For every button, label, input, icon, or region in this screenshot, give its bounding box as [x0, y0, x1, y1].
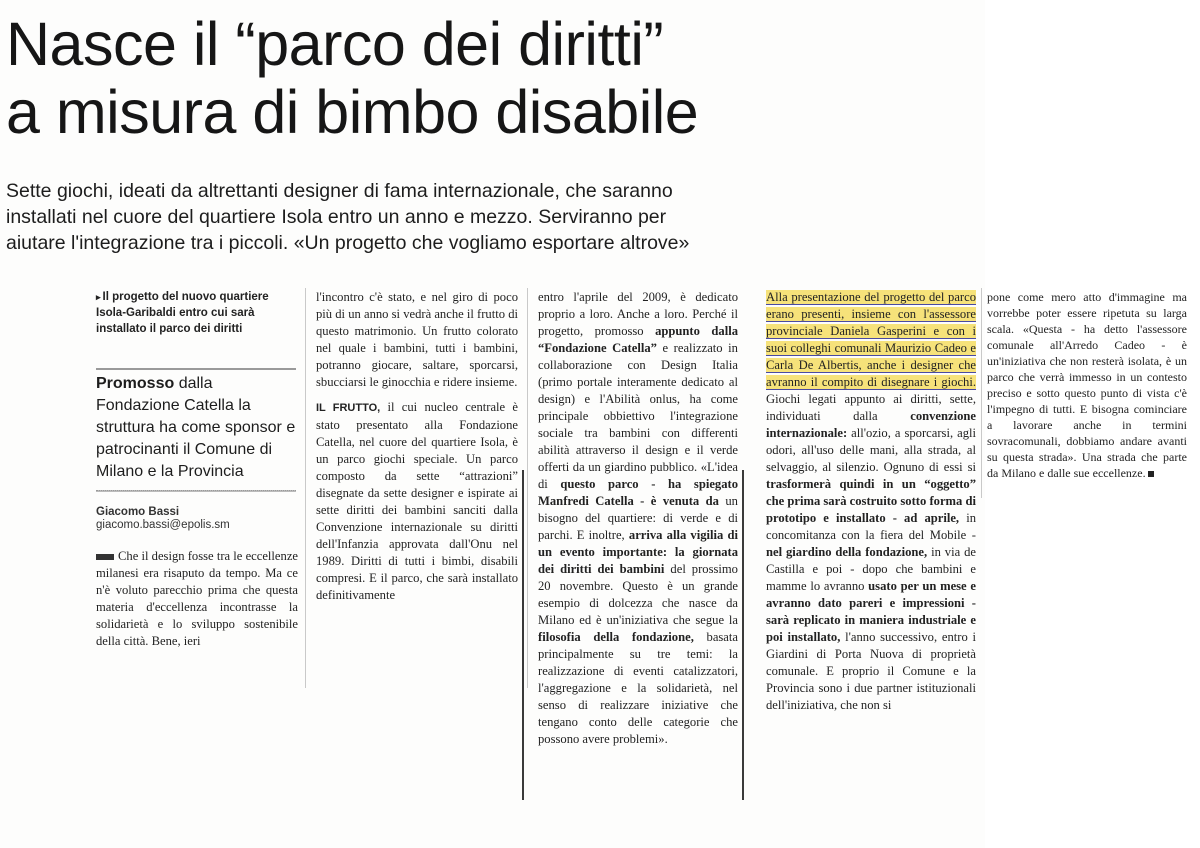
column-4-text-b: Giochi legati appunto ai diritti, sette, individuati dalla: [766, 392, 976, 423]
article-column-5: [987, 289, 1187, 481]
column-3-text-g: del prossimo 20 novembre. Questo è un grande esempio di dolcezza che nasce da Milano ed è un'iniziativa che segue la: [538, 562, 738, 627]
article-column-3: [538, 289, 738, 748]
column-3-text-f: arriva alla vigilia di un evento importante: la giornata dei diritti dei bambini: [538, 528, 738, 576]
pull-quote: [96, 373, 296, 483]
column-3-text-d: questo parco - ha spiegato Manfredi Catella - è venuta da: [538, 477, 738, 508]
article-column-1: [96, 548, 298, 650]
photo-caption-text: Il progetto del nuovo quartiere Isola-Garibaldi entro cui sarà installato il parco dei diritti: [96, 291, 269, 335]
headline: [6, 10, 906, 146]
byline-author: Giacomo Bassi: [96, 506, 180, 518]
column-4-text-h: in via de Castilla e poi - dopo che bambini e mamme lo avranno: [766, 545, 977, 593]
column-4-text-d: all'ozio, a sporcarsi, agli odori, all'uso delle mani, alla strada, al selvaggio, al silenzio. Ognuno di essi si: [766, 426, 976, 474]
subtitle: [6, 178, 836, 256]
article-column-2: [316, 289, 518, 604]
column-2-paragraph-1: l'incontro c'è stato, e nel giro di poco più di un anno si vedrà anche il frutto di questo matrimonio. Un frutto colorato nel quale i bambini, tutti i bambini, potranno giocare, saltare, sporcarsi, sbucciarsi le ginocchia e ridere insieme.: [316, 290, 518, 389]
section-start-mark: [96, 554, 114, 560]
column-4-text-g: nel giardino della fondazione,: [766, 545, 928, 559]
column-3-text-h: filosofia della fondazione,: [538, 630, 694, 644]
headline-line-1: Nasce il “parco dei diritti”: [6, 10, 664, 78]
column-5-text: pone come mero atto d'immagine ma vorrebbe poter essere ripetuta su larga scala. «Questa - ha detto l'assessore comunale all'Arredo Cadeo - è un'iniziativa che non resterà isolata, è un parco che verrà immesso in un contesto preciso e sotto questo punto di vista c'è l'impegno di tutti. E bisogna cominciare a lavorare anche in termini sovracomunali, dobbiamo andare avanti su questa strada». Una strada che parte da Milano e dalle sue eccellenze.: [987, 290, 1187, 480]
pull-quote-text: dalla Fondazione Catella la struttura ha come sponsor e patrocinanti il Comune di Milano e la Provincia: [96, 375, 296, 480]
column-4-text-e: trasformerà quindi in un “oggetto” che prima sarà costruito sotto forma di prototipo e installato - ad aprile,: [766, 477, 976, 525]
column-3-text-i: basata principalmente su tre temi: la realizzazione di eventi catalizzatori, l'aggregazione e la solidarietà, nel senso di realizzare iniziative che tengano conto delle categorie che possono avere problemi».: [538, 630, 738, 746]
column-divider-dark: [522, 470, 524, 800]
highlighted-passage: Alla presentazione del progetto del parco erano presenti, insieme con l'assessore provinciale Daniela Gasperini e con i suoi colleghi comunali Maurizio Cadeo e Carla De Albertis, anche i designer che avranno il compito di disegnare i giochi.: [766, 290, 976, 389]
column-2-lead-in: IL FRUTTO,: [316, 402, 381, 414]
column-3-text-e: un bisogno del quartiere: di verde e di parchi. E inoltre,: [538, 494, 738, 542]
column-divider: [527, 288, 528, 688]
column-divider: [981, 288, 982, 498]
photo-caption: [96, 289, 276, 337]
callout-top-rule: [96, 368, 296, 370]
subtitle-line-3: aiutare l'integrazione tra i piccoli. «Un progetto che vogliamo esportare altrove»: [6, 232, 690, 254]
column-4-text-f: in concomitanza con la fiera del Mobile -: [766, 511, 976, 542]
column-4-text-c: convenzione internazionale:: [766, 409, 976, 440]
column-divider: [305, 288, 306, 688]
column-1-text: Che il design fosse tra le eccellenze milanesi era risaputo da tempo. Ma ce n'è voluto parecchio prima che questa materia d'eccellenza incontrasse la solidarietà e lo sviluppo sostenibile della città. Bene, ieri: [96, 549, 298, 648]
column-2-paragraph-2: il cui nucleo centrale è stato presentato alla Fondazione Catella, nel cuore del quartiere Isola, è un parco giochi speciale. Un parco composto da sette “attrazioni” disegnate da sette designer e ispirate ai sette diritti dei bambini sanciti dalla Convenzione internazionale su diritti dell'Infanzia approvata dall'Onu nel 1989. Diritti di tutti i bimbi, disabili compresi. E il parco, che sarà installato definitivamente: [316, 400, 519, 602]
byline-email: giacomo.bassi@epolis.sm: [96, 519, 230, 531]
triangle-icon: ▸: [96, 292, 101, 302]
column-3-text-b: appunto dalla “Fondazione Catella”: [538, 324, 738, 355]
pull-quote-lead: Promosso: [96, 375, 175, 392]
subtitle-line-1: Sette giochi, ideati da altrettanti designer di fama internazionale, che saranno: [6, 180, 673, 202]
column-4-text-i: usato per un mese e avranno dato pareri e impressioni - sarà replicato in maniera industriale e poi installato,: [766, 579, 976, 644]
subtitle-line-2: installati nel cuore del quartiere Isola entro un anno e mezzo. Serviranno per: [6, 206, 667, 228]
article-column-4: [766, 289, 976, 714]
column-4-text-j: l'anno successivo, entro i Giardini di Porta Nuova di proprietà comunale. E proprio il Comune e la Provincia sono i due partner istituzionali dell'iniziativa, che non si: [766, 630, 976, 712]
column-3-text-c: e realizzato in collaborazione con Design Italia (primo portale interamente dedicato al design) e l'Abilità onlus, ha come principale obbiettivo l'integrazione sociale tra bambini con differenti abilità attraverso il design e il verde offerti da un giardino pubblico. «L'idea di: [538, 341, 738, 491]
column-divider-dark: [742, 470, 744, 800]
end-of-article-mark: [1148, 471, 1154, 477]
column-3-text-a: entro l'aprile del 2009, è dedicato proprio a loro. Anche a loro. Perché il progetto, promosso: [538, 290, 738, 338]
callout-bottom-rule: [96, 490, 296, 492]
headline-line-2: a misura di bimbo disabile: [6, 78, 699, 146]
